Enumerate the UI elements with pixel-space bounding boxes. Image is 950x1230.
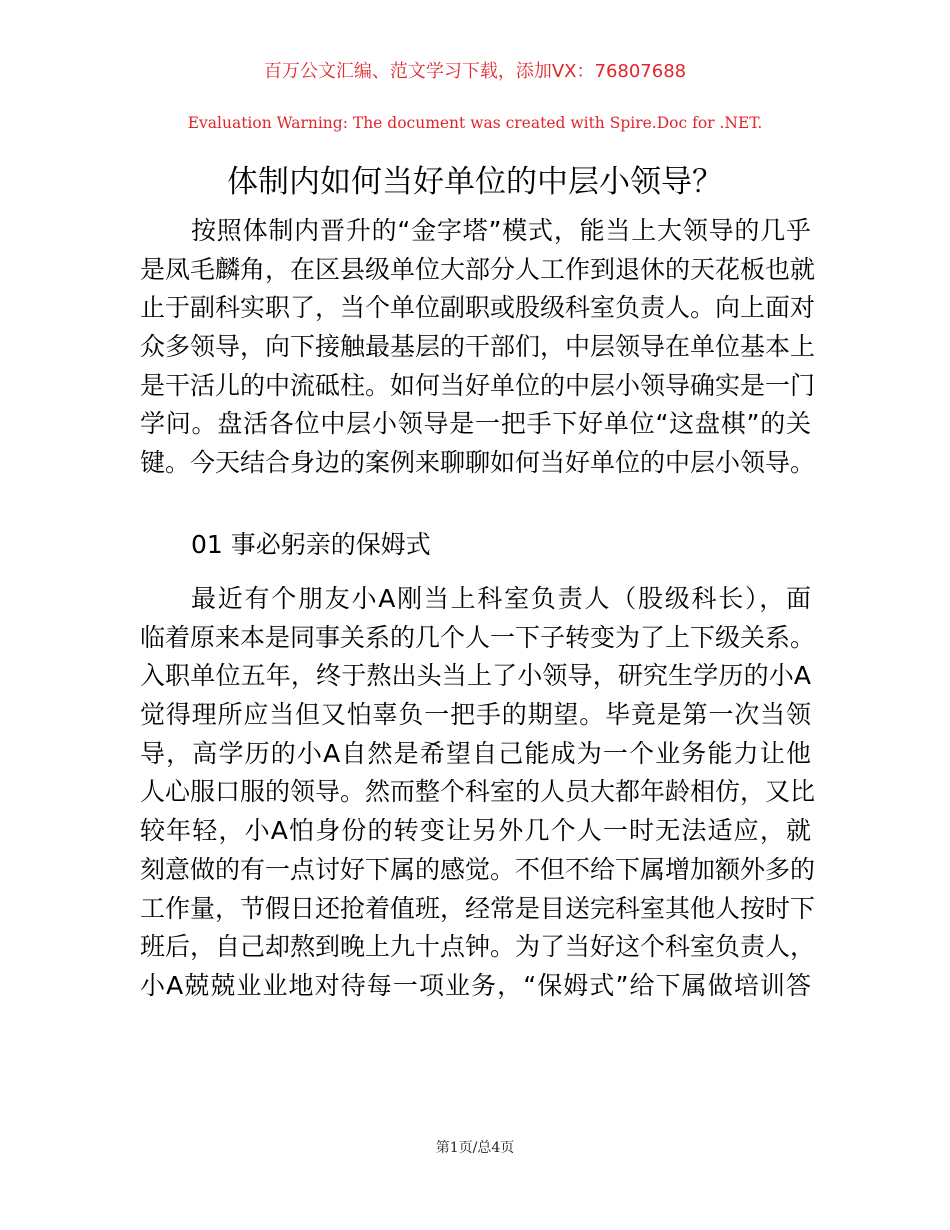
text-line: 人心服口服的领导。然而整个科室的人员大都年龄相仿，又比 [140, 777, 816, 807]
text-line: 最近有个朋友小A刚当上科室负责人（股级科长），面 [191, 584, 811, 613]
text-line: 入职单位五年，终于熬出头当上了小领导，研究生学历的小A [140, 661, 811, 691]
text-line: 止于副科实职了，当个单位副职或股级科室负责人。向上面对 [140, 293, 816, 323]
paragraph-intro [140, 212, 816, 483]
document-title: 体制内如何当好单位的中层小领导？ [227, 164, 723, 200]
text-line: 键。今天结合身边的案例来聊聊如何当好单位的中层小领导。 [140, 448, 816, 478]
text-line: 刻意做的有一点讨好下属的感觉。不但不给下属增加额外多的 [140, 854, 816, 884]
text-line: 工作量，节假日还抢着值班，经常是目送完科室其他人按时下 [140, 893, 816, 923]
text-line: 导，高学历的小A自然是希望自己能成为一个业务能力让他 [140, 738, 811, 768]
text-line: 小A兢兢业业地对待每一项业务，“保姆式”给下属做培训答 [140, 970, 811, 1000]
header-banner: 百万公文汇编、范文学习下载，添加VX：76807688 [263, 61, 687, 82]
evaluation-warning: Evaluation Warning: The document was created with Spire.Doc for .NET. [187, 114, 763, 132]
page-number: 第1页/总4页 [435, 1140, 515, 1156]
text-line: 临着原来本是同事关系的几个人一下子转变为了上下级关系。 [140, 622, 816, 652]
text-line: 觉得理所应当但又怕辜负一把手的期望。毕竟是第一次当领 [140, 700, 811, 730]
text-line: 按照体制内晋升的“金字塔”模式，能当上大领导的几乎 [191, 216, 811, 245]
text-line: 学问。盘活各位中层小领导是一把手下好单位“这盘棋”的关 [140, 409, 811, 439]
text-line: 较年轻，小A怕身份的转变让另外几个人一时无法适应，就 [140, 816, 811, 846]
text-line: 是干活儿的中流砥柱。如何当好单位的中层小领导确实是一门 [140, 370, 816, 400]
section-heading-text: 01 事必躬亲的保姆式 [191, 530, 431, 559]
paragraph-body [140, 580, 816, 1006]
text-line: 班后，自己却熬到晚上九十点钟。为了当好这个科室负责人， [140, 932, 816, 962]
text-line: 众多领导，向下接触最基层的干部们，中层领导在单位基本上 [140, 332, 816, 362]
text-line: 是凤毛麟角，在区县级单位大部分人工作到退休的天花板也就 [140, 254, 816, 284]
section-heading [140, 526, 811, 565]
